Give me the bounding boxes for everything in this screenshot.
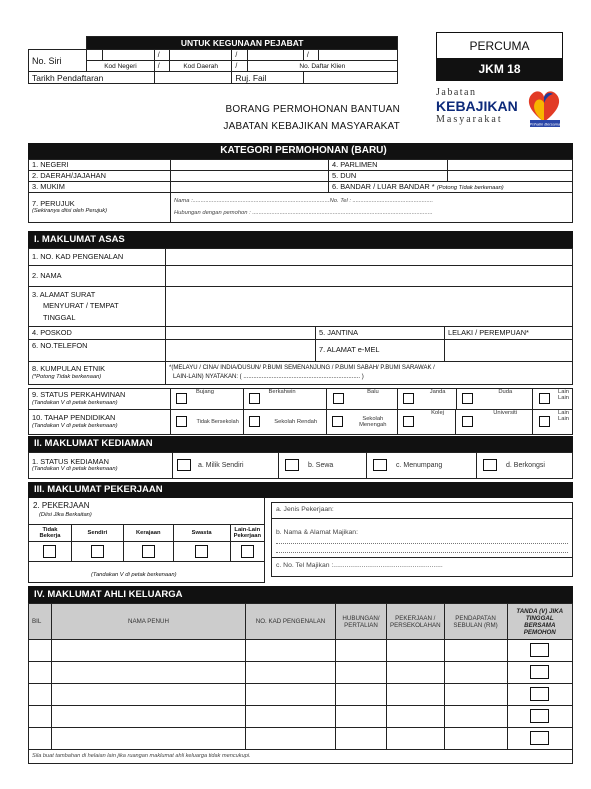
checkbox-sekolah-menengah[interactable]	[332, 416, 343, 427]
maklumat-kediaman-header: II. MAKLUMAT KEDIAMAN	[28, 436, 573, 452]
checkbox-kerajaan[interactable]	[142, 545, 155, 558]
no-siri-label: No. Siri	[29, 50, 87, 72]
kod-daerah-label: Kod Daerah	[170, 61, 232, 72]
checkbox-universiti[interactable]	[462, 416, 473, 427]
pekerjaan-right: a. Jenis Pekerjaan: b. Nama & Alamat Majikan: c. No. Tel Majikan :..........................................................	[271, 502, 573, 577]
percuma-badge	[436, 32, 563, 81]
checkbox-milik-sendiri[interactable]	[177, 459, 191, 471]
checkbox-duda[interactable]	[462, 393, 473, 404]
office-use-box: UNTUK KEGUNAAN PEJABAT No. Siri / / / Kod Negeri / Kod Daerah / No. Daftar Klien Tarikh Pendaftaran Ruj. Fail	[28, 36, 398, 84]
checkbox-bujang[interactable]	[176, 393, 187, 404]
checkbox-menumpang[interactable]	[373, 459, 387, 471]
checkbox-lain-lain-kahwin[interactable]	[539, 393, 550, 404]
checkbox-kolej[interactable]	[403, 416, 414, 427]
keluarga-table: BIL NAMA PENUH NO. KAD PENGENALAN HUBUNGAN/ PERTALIAN PEKERJAAN / PERSEKOLAHAN PENDAPATAN SEBULAN (RM) TANDA (V) JIKA TINGGAL BERSAMA PEMOHON Sila buat tambahan di helaian lain jika ruangan maklumat ahli keluarga tidak mencukupi.	[28, 603, 573, 764]
checkbox-berkongsi[interactable]	[483, 459, 497, 471]
checkbox-tinggal-bersama[interactable]	[530, 643, 549, 657]
ruj-fail-label: Ruj. Fail	[232, 72, 304, 84]
checkbox-sekolah-rendah[interactable]	[249, 416, 260, 427]
checkbox-swasta[interactable]	[195, 545, 208, 558]
table-row	[29, 662, 573, 684]
maklumat-pekerjaan-header: III. MAKLUMAT PEKERJAAN	[28, 482, 573, 498]
kod-negeri-label: Kod Negeri	[87, 61, 154, 72]
jkm-logo: Jabatan KEBAJIKAN Masyarakat Prihatin Bersama	[436, 84, 566, 130]
keluarga-footnote: Sila buat tambahan di helaian lain jika ruangan maklumat ahli keluarga tidak mencukupi.	[29, 750, 573, 764]
maklumat-asas-header: I. MAKLUMAT ASAS	[28, 231, 573, 248]
form-title: BORANG PERMOHONAN BANTUAN JABATAN KEBAJIKAN MASYARAKAT	[223, 104, 400, 132]
kediaman-table: 1. STATUS KEDIAMAN (Tandakan V di petak berkenaan) a. Milik Sendiri b. Sewa c. Menumpang d. Berkongsi	[28, 452, 573, 479]
checkbox-lain-lain-pekerjaan[interactable]	[241, 545, 254, 558]
checkbox-tidak-bersekolah[interactable]	[176, 416, 187, 427]
no-daftar-label: No. Daftar Klien	[247, 61, 397, 72]
jkm-code: JKM 18	[437, 58, 562, 81]
maklumat-ahli-keluarga-header: IV. MAKLUMAT AHLI KELUARGA	[28, 586, 573, 603]
kategori-header: KATEGORI PERMOHONAN (BARU)	[28, 143, 573, 159]
table-row	[29, 728, 573, 750]
office-use-title: UNTUK KEGUNAAN PEJABAT	[87, 37, 398, 50]
percuma-label: PERCUMA	[469, 39, 530, 53]
table-row	[29, 640, 573, 662]
checkbox-tinggal-bersama[interactable]	[530, 665, 549, 679]
checkbox-lain-lain-didik[interactable]	[539, 416, 550, 427]
heart-logo-icon	[524, 84, 564, 128]
checkbox-sewa[interactable]	[285, 459, 299, 471]
checkbox-sendiri[interactable]	[91, 545, 104, 558]
checkbox-janda[interactable]	[403, 393, 414, 404]
pekerjaan-left: 2. PEKERJAAN (Diisi Jika Berkaitan) Tidak Bekerja Sendiri Kerajaan Swasta Lain-Lain Pekerjaan (Tandakan V di petak berkenaan)	[28, 498, 265, 583]
status-perkahwinan-row: 9. STATUS PERKAHWINAN (Tandakan V di petak berkenaan) Bujang Berkahwin Balu Janda Duda Lain Lain	[28, 388, 573, 410]
checkbox-tinggal-bersama[interactable]	[530, 731, 549, 745]
tahap-pendidikan-row: 10. TAHAP PENDIDIKAN (Tandakan V di petak berkenaan) Tidak Bersekolah Sekolah Rendah Sekolah Menengah Kolej Universiti Lain Lain	[28, 409, 573, 435]
checkbox-tinggal-bersama[interactable]	[530, 687, 549, 701]
checkbox-balu[interactable]	[333, 393, 344, 404]
checkbox-berkahwin[interactable]	[249, 393, 260, 404]
maklumat-asas-table: 1. NO. KAD PENGENALAN 2. NAMA 3. ALAMAT SURAT MENYURAT / TEMPAT TINGGAL 4. POSKOD 5. JANTINA LELAKI / PEREMPUAN* 6. NO.TELEFON 7. ALAMAT e-MEL 8. KUMPULAN ETNIK (*Potong Tidak berkenaan) *(MELAYU / CINA/ INDIA/DUSUN/ P.BUMI SEMENANJUNG / P.BUMI SABAH/ P.BUMI SARAWAK / LAIN-LAIN) NYATAKAN: ( ...................................................................... )	[28, 248, 573, 385]
table-row	[29, 684, 573, 706]
table-row	[29, 706, 573, 728]
checkbox-tidak-bekerja[interactable]	[43, 545, 56, 558]
checkbox-tinggal-bersama[interactable]	[530, 709, 549, 723]
kategori-table: 1. NEGERI 4. PARLIMEN 2. DAERAH/JAJAHAN 5. DUN 3. MUKIM 6. BANDAR / LUAR BANDAR * (Potong Tidak berkenaan) 7. PERUJUK (Sekiranya diisi oleh Perujuk) Nama :.....................................................................................No. Tel : .................................................. Hubungan dengan pemohon : ................................................................................................................	[28, 159, 573, 223]
svg-text:Prihatin Bersama: Prihatin Bersama	[529, 121, 561, 127]
tarikh-label: Tarikh Pendaftaran	[29, 72, 155, 84]
